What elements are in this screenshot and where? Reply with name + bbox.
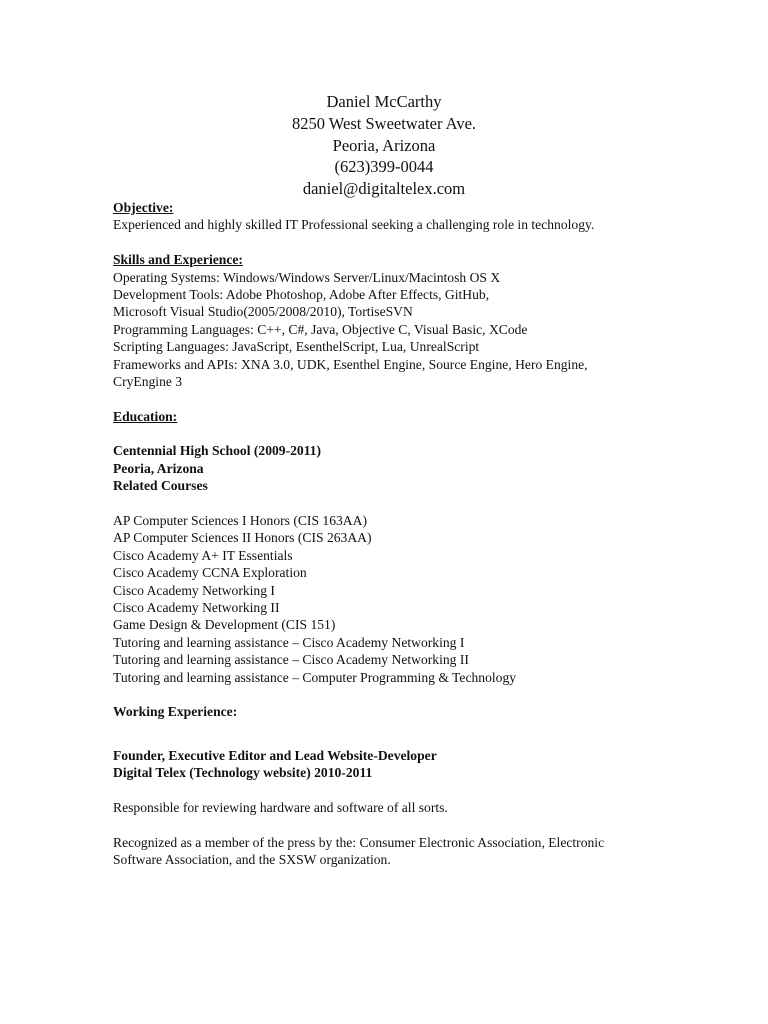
email-address: daniel@digitaltelex.com: [302, 179, 466, 199]
skills-line: Microsoft Visual Studio(2005/2008/2010), TortiseSVN: [113, 304, 413, 320]
skills-line: Operating Systems: Windows/Windows Server/Linux/Macintosh OS X: [113, 269, 501, 285]
course-item: AP Computer Sciences I Honors (CIS 163AA): [113, 513, 367, 529]
skills-heading: Skills and Experience:: [113, 252, 243, 268]
objective-text: Experienced and highly skilled IT Professional seeking a challenging role in technology.: [113, 217, 595, 233]
skills-line: Scripting Languages: JavaScript, EsenthelScript, Lua, UnrealScript: [113, 339, 480, 355]
education-heading: Education:: [113, 408, 178, 424]
school-name: Centennial High School (2009-2011): [113, 443, 322, 459]
job-company: Digital Telex (Technology website) 2010-2011: [113, 765, 373, 781]
job-recognition-line: Recognized as a member of the press by the: Consumer Electronic Association, Electronic: [113, 834, 605, 850]
course-item: Tutoring and learning assistance – Cisco Academy Networking I: [113, 634, 465, 650]
skills-line: Development Tools: Adobe Photoshop, Adobe After Effects, GitHub,: [113, 286, 490, 302]
job-recognition-line: Software Association, and the SXSW organization.: [113, 852, 391, 868]
skills-line: Programming Languages: C++, C#, Java, Objective C, Visual Basic, XCode: [113, 321, 528, 337]
skills-line: Frameworks and APIs: XNA 3.0, UDK, Esenthel Engine, Source Engine, Hero Engine,: [113, 356, 588, 372]
course-item: Tutoring and learning assistance – Cisco Academy Networking II: [113, 652, 469, 668]
job-responsibility: Responsible for reviewing hardware and software of all sorts.: [113, 799, 448, 815]
course-item: Cisco Academy Networking II: [113, 599, 280, 615]
course-item: AP Computer Sciences II Honors (CIS 263AA): [113, 530, 372, 546]
course-item: Tutoring and learning assistance – Computer Programming & Technology: [113, 669, 517, 685]
course-item: Cisco Academy A+ IT Essentials: [113, 547, 293, 563]
resume-header: [0, 91, 768, 200]
city-state: Peoria, Arizona: [332, 135, 436, 155]
street-address: 8250 West Sweetwater Ave.: [291, 113, 477, 133]
course-item: Cisco Academy Networking I: [113, 582, 275, 598]
course-item: Cisco Academy CCNA Exploration: [113, 565, 307, 581]
objective-heading: Objective:: [113, 200, 174, 215]
phone-number: (623)399-0044: [334, 157, 434, 177]
work-heading: Working Experience:: [113, 704, 238, 720]
school-location: Peoria, Arizona: [113, 460, 204, 476]
resume-body: [113, 199, 673, 869]
related-courses-heading: Related Courses: [113, 478, 208, 494]
course-item: Game Design & Development (CIS 151): [113, 617, 336, 633]
job-role: Founder, Executive Editor and Lead Website-Developer: [113, 747, 437, 763]
skills-line: CryEngine 3: [113, 373, 183, 389]
applicant-name: Daniel McCarthy: [326, 92, 442, 111]
